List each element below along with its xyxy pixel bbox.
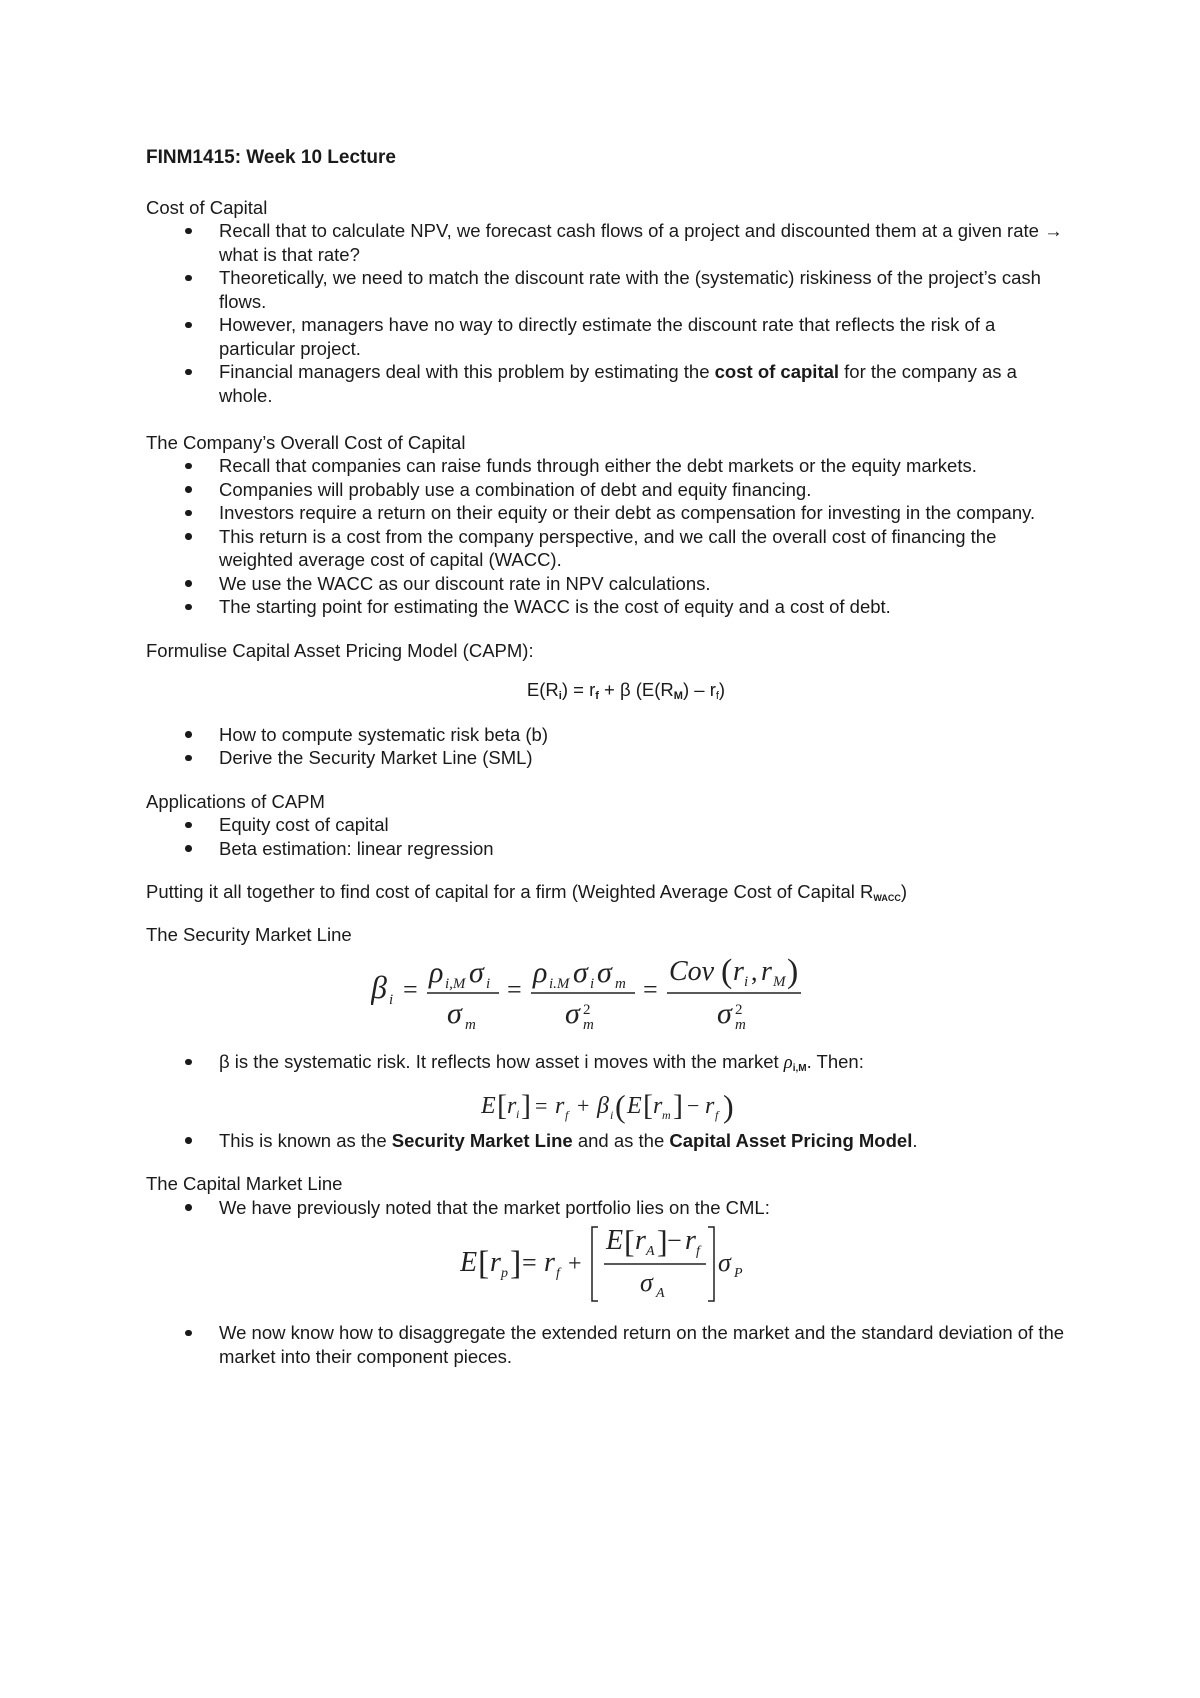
section-heading-sml: The Security Market Line bbox=[146, 923, 352, 945]
svg-text:r: r bbox=[635, 1225, 646, 1256]
list-item-text: Financial managers deal with this problem by estimating the bbox=[219, 361, 715, 382]
svg-text:E: E bbox=[627, 1092, 642, 1119]
sml-equation bbox=[146, 1083, 1066, 1127]
section-heading-applications: Applications of CAPM bbox=[146, 790, 325, 812]
svg-text:i: i bbox=[744, 974, 749, 990]
svg-text:,: , bbox=[751, 957, 758, 986]
svg-text:i.M: i.M bbox=[549, 976, 570, 992]
svg-text:p: p bbox=[501, 1266, 508, 1281]
svg-text:=: = bbox=[643, 975, 658, 1004]
svg-text:r: r bbox=[544, 1247, 555, 1278]
page-title: FINM1415: Week 10 Lecture bbox=[146, 147, 396, 168]
svg-text:β: β bbox=[597, 1092, 609, 1119]
svg-text:2: 2 bbox=[735, 1002, 743, 1018]
list-item: We have previously noted that the market portfolio lies on the CML: bbox=[146, 1196, 1066, 1220]
section-heading-cost-of-capital: Cost of Capital bbox=[146, 196, 268, 218]
svg-text:+: + bbox=[568, 1251, 582, 1277]
list-item: This is known as the Security Market Line and as the Capital Asset Pricing Model. bbox=[146, 1129, 1066, 1153]
svg-text:m: m bbox=[735, 1017, 746, 1033]
svg-text:E: E bbox=[481, 1092, 496, 1119]
svg-text:=: = bbox=[535, 1092, 548, 1118]
svg-text:[: [ bbox=[643, 1088, 653, 1122]
svg-text:[: [ bbox=[624, 1223, 635, 1259]
cml-equation bbox=[146, 1221, 1066, 1307]
svg-text:M: M bbox=[773, 974, 786, 990]
svg-text:]: ] bbox=[510, 1245, 522, 1282]
list-item: Theoretically, we need to match the discount rate with the (systematic) riskiness of the project’s cash flows. bbox=[146, 266, 1066, 313]
list-item: Companies will probably use a combination of debt and equity financing. bbox=[146, 478, 1066, 502]
svg-text:r: r bbox=[507, 1092, 517, 1119]
svg-text:f: f bbox=[556, 1266, 560, 1281]
svg-text:]: ] bbox=[657, 1223, 668, 1259]
svg-text:f: f bbox=[715, 1107, 719, 1122]
svg-text:r: r bbox=[685, 1225, 696, 1256]
svg-text:σ: σ bbox=[718, 1248, 731, 1277]
svg-text:Cov: Cov bbox=[669, 956, 715, 987]
svg-text:σ: σ bbox=[469, 956, 484, 989]
svg-text:f: f bbox=[565, 1107, 569, 1122]
svg-text:): ) bbox=[787, 953, 799, 990]
bold-term-capm: Capital Asset Pricing Model bbox=[669, 1129, 913, 1151]
svg-text:P: P bbox=[734, 1266, 743, 1281]
list-item: Equity cost of capital bbox=[146, 813, 1066, 837]
svg-text:r: r bbox=[555, 1092, 565, 1119]
sml-equation-graphic bbox=[481, 1083, 781, 1127]
list-item: The starting point for estimating the WACC is the cost of equity and a cost of debt. bbox=[146, 595, 1066, 619]
document-content bbox=[146, 146, 1066, 1368]
svg-text:i: i bbox=[590, 976, 595, 992]
svg-text:r: r bbox=[761, 956, 772, 987]
svg-text:r: r bbox=[705, 1092, 715, 1119]
svg-text:(: ( bbox=[615, 1087, 626, 1124]
svg-text:=: = bbox=[403, 975, 418, 1004]
svg-text:i: i bbox=[610, 1107, 614, 1122]
svg-text:m: m bbox=[662, 1107, 671, 1122]
applications-list bbox=[146, 813, 1066, 860]
list-item bbox=[146, 360, 1066, 407]
list-item: How to compute systematic risk beta (b) bbox=[146, 723, 1066, 747]
list-item: However, managers have no way to directly estimate the discount rate that reflects the risk of a particular project. bbox=[146, 313, 1066, 360]
section-heading-capm: Formulise Capital Asset Pricing Model (CAPM): bbox=[146, 639, 534, 661]
svg-text:σ: σ bbox=[447, 997, 462, 1030]
svg-text:i: i bbox=[389, 992, 394, 1008]
list-item-text: for the company as a whole. bbox=[219, 361, 1017, 406]
svg-text:A: A bbox=[656, 1286, 665, 1301]
svg-text:(: ( bbox=[721, 953, 733, 990]
section-heading-cml: The Capital Market Line bbox=[146, 1173, 343, 1194]
cost-of-capital-list bbox=[146, 219, 1066, 407]
svg-text:A: A bbox=[646, 1244, 655, 1259]
svg-text:m: m bbox=[615, 976, 626, 992]
svg-text:m: m bbox=[465, 1017, 476, 1033]
svg-text:σ: σ bbox=[565, 997, 580, 1030]
bold-term-cost-of-capital: cost of capital bbox=[714, 361, 840, 382]
svg-text:β: β bbox=[371, 969, 387, 1005]
svg-text:f: f bbox=[696, 1244, 700, 1259]
svg-text:r: r bbox=[653, 1092, 663, 1119]
sml-known-list bbox=[146, 1129, 1066, 1153]
bold-term-sml: Security Market Line bbox=[391, 1129, 573, 1151]
section-heading-overall-cost: The Company’s Overall Cost of Capital bbox=[146, 431, 466, 453]
beta-formula-graphic bbox=[371, 948, 831, 1034]
svg-text:m: m bbox=[583, 1017, 594, 1033]
cml-list-2 bbox=[146, 1321, 1066, 1368]
cml-equation-graphic bbox=[460, 1221, 760, 1307]
svg-text:=: = bbox=[507, 975, 522, 1004]
svg-text:r: r bbox=[733, 956, 744, 987]
list-item: This return is a cost from the company perspective, and we call the overall cost of financing the weighted average cost of capital (WACC). bbox=[146, 525, 1066, 572]
svg-text:ρ: ρ bbox=[533, 956, 548, 989]
svg-text:]: ] bbox=[521, 1088, 531, 1122]
svg-text:r: r bbox=[490, 1247, 501, 1278]
svg-text:i: i bbox=[486, 976, 491, 992]
svg-text:E: E bbox=[606, 1225, 624, 1256]
svg-text:σ: σ bbox=[573, 956, 588, 989]
svg-text:+: + bbox=[577, 1092, 590, 1118]
svg-text:[: [ bbox=[478, 1245, 490, 1282]
svg-text:]: ] bbox=[673, 1088, 683, 1122]
svg-text:): ) bbox=[723, 1087, 734, 1124]
svg-text:=: = bbox=[522, 1248, 537, 1277]
list-item: Derive the Security Market Line (SML) bbox=[146, 746, 1066, 770]
list-item: Investors require a return on their equity or their debt as compensation for investing in the company. bbox=[146, 501, 1066, 525]
capm-equation: $E(R_i) = r_f + \beta$ $(E(R_M) - rf)$ bbox=[526, 679, 726, 702]
svg-text:i: i bbox=[516, 1106, 520, 1121]
list-item: We use the WACC as our discount rate in NPV calculations. bbox=[146, 572, 1066, 596]
list-item: β is the systematic risk. It reflects how asset i moves with the market $\rho_{i,M}$. Then: bbox=[146, 1050, 1066, 1081]
svg-text:i,M: i,M bbox=[445, 976, 466, 992]
cml-list bbox=[146, 1196, 1066, 1220]
beta-formula bbox=[146, 948, 1066, 1034]
svg-text:−: − bbox=[667, 1226, 682, 1255]
sml-list bbox=[146, 1050, 1066, 1081]
svg-text:σ: σ bbox=[717, 997, 732, 1030]
svg-text:2: 2 bbox=[583, 1002, 591, 1018]
list-item: We now know how to disaggregate the extended return on the market and the standard deviation of the market into their component pieces. bbox=[146, 1321, 1066, 1368]
svg-text:−: − bbox=[687, 1092, 700, 1118]
svg-text:σ: σ bbox=[597, 956, 612, 989]
svg-text:ρ: ρ bbox=[429, 956, 444, 989]
svg-text:σ: σ bbox=[640, 1268, 653, 1297]
svg-text:E: E bbox=[460, 1247, 478, 1278]
putting-together-paragraph: Putting it all together to find cost of capital for a firm (Weighted Average Cost of Capital RWACC) bbox=[146, 881, 908, 903]
svg-text:[: [ bbox=[497, 1088, 507, 1122]
list-item: Recall that companies can raise funds through either the debt markets or the equity markets. bbox=[146, 454, 1066, 478]
overall-cost-list bbox=[146, 454, 1066, 619]
capm-list bbox=[146, 723, 1066, 770]
list-item: Beta estimation: linear regression bbox=[146, 837, 1066, 861]
list-item: Recall that to calculate NPV, we forecast cash flows of a project and discounted them at a given rate → what is that rate? bbox=[146, 219, 1066, 266]
